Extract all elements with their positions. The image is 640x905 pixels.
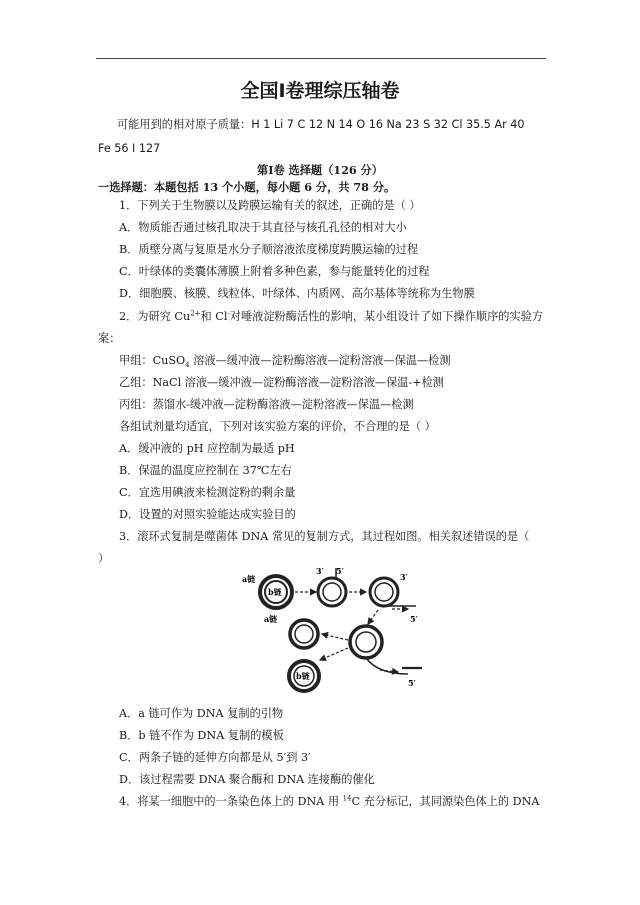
q1-option-b: B．质壁分离与复原是水分子顺溶液浓度梯度跨膜运输的过程 (119, 243, 419, 256)
q1-stem: 1．下列关于生物膜以及跨膜运输有关的叙述，正确的是（ ） (119, 199, 421, 212)
circle-4 (350, 626, 422, 674)
section-title: 第I卷 选择题（126 分） (257, 163, 383, 177)
q1-option-d: D．细胞膜、核膜、线粒体、叶绿体、内质网、高尔基体等统称为生物膜 (119, 287, 475, 300)
page-title: 全国I卷理综压轴卷 (240, 80, 400, 102)
arrow-4-5 (322, 634, 348, 640)
arrow-3-4 (368, 610, 378, 624)
label-5prime-right: 5′ (410, 614, 418, 624)
circle-5 (290, 620, 318, 648)
q2-group-yi: 乙组：NaCl 溶液—缓冲液—淀粉酶溶液—淀粉溶液—保温-+检测 (119, 376, 444, 389)
q3-option-a: A．a 链可作为 DNA 复制的引物 (119, 707, 284, 720)
label-3prime-right: 3′ (400, 572, 408, 582)
label-3prime-top: 3′ (316, 566, 324, 576)
label-a-chain-2: a链 (264, 614, 278, 624)
label-5prime-top: 5′ (336, 566, 344, 576)
rolling-circle-diagram (232, 562, 432, 697)
q2-stem: 2．为研究 $Cu^{2+}$和 Cl-对唾液淀粉酶活性的影响，某小组设计了如下操作顺序的实验方 (119, 309, 544, 323)
circle-3 (370, 578, 416, 609)
q4-stem: 4．将某一细胞中的一条染色体上的 DNA 用 $^{14}$C 充分标记，其同源染色体上的 DNA (119, 794, 540, 808)
q3-stem-cont: ） (98, 552, 110, 565)
q2-ask: 各组试剂量均适宜，下列对该实验方案的评价，不合理的是（ ） (119, 420, 436, 433)
q2-option-b: B．保温的温度应控制在 37℃左右 (119, 464, 292, 477)
q3-option-b: B．b 链不作为 DNA 复制的模板 (119, 729, 284, 742)
q3-option-d: D．该过程需要 DNA 聚合酶和 DNA 连接酶的催化 (119, 773, 375, 786)
label-b-chain-1: b链 (268, 587, 282, 597)
header-rule (96, 58, 546, 59)
q2-stem-cont: 案： (98, 332, 121, 345)
q1-option-c: C．叶绿体的类囊体薄膜上附着多种色素，参与能量转化的过程 (119, 265, 430, 278)
label-a-chain-1: a链 (242, 574, 256, 584)
q2-group-bing: 丙组：蒸馏水-缓冲液—淀粉酶溶液—淀粉溶液—保温—检测 (119, 398, 414, 411)
q3-stem: 3．滚环式复制是噬菌体 DNA 常见的复制方式，其过程如图。相关叙述错误的是（ (119, 530, 530, 543)
atomic-masses-line2: Fe 56 I 127 (98, 142, 161, 155)
label-5prime-bottom: 5′ (408, 678, 416, 688)
arrow-4-6 (320, 648, 348, 660)
q2-option-a: A．缓冲液的 pH 应控制为最适 pH (119, 442, 295, 455)
q2-option-d: D．设置的对照实验能达成实验目的 (119, 508, 296, 521)
q3-option-c: C．两条子链的延伸方向都是从 5′到 3′ (119, 751, 311, 764)
atomic-masses-line1: 可能用到的相对原子质量：H 1 Li 7 C 12 N 14 O 16 Na 23 S 32 Cl 35.5 Ar 40 (117, 118, 525, 131)
q2-option-c: C．宜选用碘液来检测淀粉的剩余量 (119, 486, 296, 499)
q1-option-a: A．物质能否通过核孔取决于其直径与核孔孔径的相对大小 (119, 221, 407, 234)
q2-group-jia: 甲组：CuSO$_4$ 溶液—缓冲液—淀粉酶溶液—淀粉溶液—保温—检测 (119, 354, 451, 370)
part-heading: 一选择题：本题包括 13 个小题，每小题 6 分，共 78 分。 (98, 180, 396, 194)
label-b-chain-2: b链 (296, 671, 310, 681)
